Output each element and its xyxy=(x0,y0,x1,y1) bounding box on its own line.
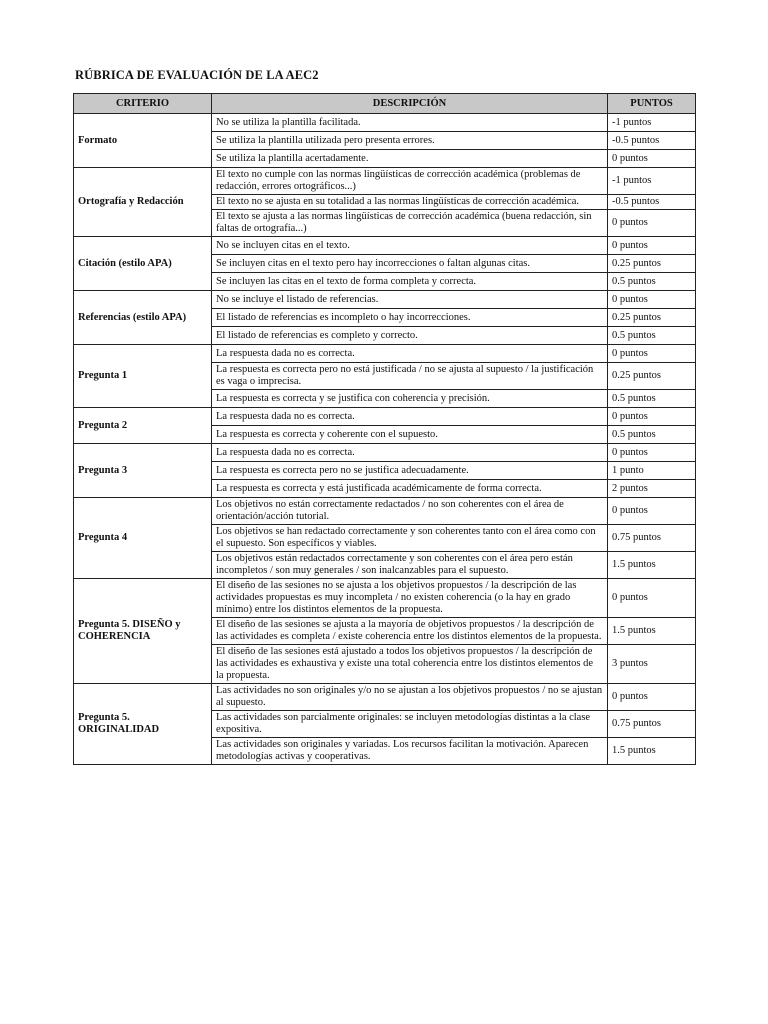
row-description: La respuesta dada no es correcta. xyxy=(212,408,608,426)
criterion-name: Pregunta 3 xyxy=(74,444,212,498)
row-points: 0 puntos xyxy=(608,684,696,711)
row-description: El texto no se ajusta en su totalidad a las normas lingüísticas de corrección académica. xyxy=(212,195,608,210)
row-points: 0 puntos xyxy=(608,237,696,255)
table-row xyxy=(74,444,696,462)
row-points: 0.5 puntos xyxy=(608,327,696,345)
row-description: El diseño de las sesiones está ajustado a todos los objetivos propuestos / la descripción de las actividades es exhaustiva y existe una total coherencia entre los distintos elementos de la propuesta. xyxy=(212,645,608,684)
rubric-table xyxy=(73,93,696,765)
header-puntos: PUNTOS xyxy=(608,94,696,114)
row-description: La respuesta es correcta pero no está justificada / no se ajusta al supuesto / la justificación es vaga o imprecisa. xyxy=(212,363,608,390)
row-points: 0 puntos xyxy=(608,444,696,462)
row-description: La respuesta es correcta y está justificada académicamente de forma correcta. xyxy=(212,480,608,498)
row-points: 0 puntos xyxy=(608,498,696,525)
page-title: RÚBRICA DE EVALUACIÓN DE LA AEC2 xyxy=(75,68,319,82)
row-description: Los objetivos no están correctamente redactados / no son coherentes con el área de orientación/acción tutorial. xyxy=(212,498,608,525)
table-row xyxy=(74,498,696,525)
row-points: 0 puntos xyxy=(608,210,696,237)
row-description: Las actividades son originales y variadas. Los recursos facilitan la motivación. Aparecen metodologías activas y cooperativas. xyxy=(212,738,608,765)
row-points: 0.25 puntos xyxy=(608,363,696,390)
criterion-name: Ortografía y Redacción xyxy=(74,168,212,237)
row-description: El listado de referencias es incompleto o hay incorrecciones. xyxy=(212,309,608,327)
row-description: Las actividades no son originales y/o no se ajustan a los objetivos propuestos / no se ajustan al supuesto. xyxy=(212,684,608,711)
header-descripcion: DESCRIPCIÓN xyxy=(212,94,608,114)
row-points: 0.25 puntos xyxy=(608,309,696,327)
table-row xyxy=(74,114,696,132)
row-description: El texto se ajusta a las normas lingüísticas de corrección académica (buena redacción, sin faltas de ortografía...) xyxy=(212,210,608,237)
row-points: -0.5 puntos xyxy=(608,195,696,210)
row-description: Se incluyen citas en el texto pero hay incorrecciones o faltan algunas citas. xyxy=(212,255,608,273)
row-description: La respuesta es correcta pero no se justifica adecuadamente. xyxy=(212,462,608,480)
row-points: 0 puntos xyxy=(608,291,696,309)
row-description: Los objetivos están redactados correctamente y son coherentes con el área pero están incompletos / son muy generales / son inalcanzables para el supuesto. xyxy=(212,552,608,579)
row-points: -1 puntos xyxy=(608,168,696,195)
row-description: Se utiliza la plantilla utilizada pero presenta errores. xyxy=(212,132,608,150)
row-description: La respuesta dada no es correcta. xyxy=(212,345,608,363)
row-description: No se incluyen citas en el texto. xyxy=(212,237,608,255)
table-row xyxy=(74,579,696,618)
row-points: 0 puntos xyxy=(608,150,696,168)
rubric-body xyxy=(74,114,696,765)
row-description: Los objetivos se han redactado correctamente y son coherentes tanto con el área como con el supuesto. Son específicos y viables. xyxy=(212,525,608,552)
row-description: La respuesta dada no es correcta. xyxy=(212,444,608,462)
row-description: El diseño de las sesiones no se ajusta a los objetivos propuestos / la descripción de las actividades propuestas es muy incompleta / no existen coherencia (o la hay en grado mínimo) entre los distintos elementos de la propuesta. xyxy=(212,579,608,618)
criterion-name: Citación (estilo APA) xyxy=(74,237,212,291)
criterion-name: Formato xyxy=(74,114,212,168)
row-description: El listado de referencias es completo y correcto. xyxy=(212,327,608,345)
criterion-name: Referencias (estilo APA) xyxy=(74,291,212,345)
table-row xyxy=(74,345,696,363)
row-description: La respuesta es correcta y coherente con el supuesto. xyxy=(212,426,608,444)
row-points: 3 puntos xyxy=(608,645,696,684)
criterion-name: Pregunta 2 xyxy=(74,408,212,444)
row-points: 0 puntos xyxy=(608,408,696,426)
row-description: El diseño de las sesiones se ajusta a la mayoría de objetivos propuestos / la descripción de las actividades es completa / existe coherencia entre los distintos elementos de la propuesta. xyxy=(212,618,608,645)
row-description: No se incluye el listado de referencias. xyxy=(212,291,608,309)
row-points: -1 puntos xyxy=(608,114,696,132)
header-criterio: CRITERIO xyxy=(74,94,212,114)
row-points: 0.25 puntos xyxy=(608,255,696,273)
table-row xyxy=(74,168,696,195)
table-row xyxy=(74,237,696,255)
row-points: -0.5 puntos xyxy=(608,132,696,150)
table-row xyxy=(74,291,696,309)
row-points: 0.5 puntos xyxy=(608,273,696,291)
row-points: 0.75 puntos xyxy=(608,525,696,552)
criterion-name: Pregunta 4 xyxy=(74,498,212,579)
criterion-name: Pregunta 5. DISEÑO y COHERENCIA xyxy=(74,579,212,684)
row-points: 1.5 puntos xyxy=(608,738,696,765)
row-description: La respuesta es correcta y se justifica con coherencia y precisión. xyxy=(212,390,608,408)
row-description: Se utiliza la plantilla acertadamente. xyxy=(212,150,608,168)
row-points: 1.5 puntos xyxy=(608,552,696,579)
criterion-name: Pregunta 1 xyxy=(74,345,212,408)
row-points: 2 puntos xyxy=(608,480,696,498)
row-description: Las actividades son parcialmente originales: se incluyen metodologías distintas a la clase expositiva. xyxy=(212,711,608,738)
row-points: 1 punto xyxy=(608,462,696,480)
row-description: El texto no cumple con las normas lingüísticas de corrección académica (problemas de redacción, errores ortográficos...) xyxy=(212,168,608,195)
row-points: 0.5 puntos xyxy=(608,426,696,444)
table-row xyxy=(74,684,696,711)
row-points: 0.5 puntos xyxy=(608,390,696,408)
row-points: 1.5 puntos xyxy=(608,618,696,645)
table-header-row xyxy=(74,94,696,114)
table-row xyxy=(74,408,696,426)
row-description: No se utiliza la plantilla facilitada. xyxy=(212,114,608,132)
row-points: 0 puntos xyxy=(608,345,696,363)
row-points: 0.75 puntos xyxy=(608,711,696,738)
row-description: Se incluyen las citas en el texto de forma completa y correcta. xyxy=(212,273,608,291)
row-points: 0 puntos xyxy=(608,579,696,618)
criterion-name: Pregunta 5. ORIGINALIDAD xyxy=(74,684,212,765)
